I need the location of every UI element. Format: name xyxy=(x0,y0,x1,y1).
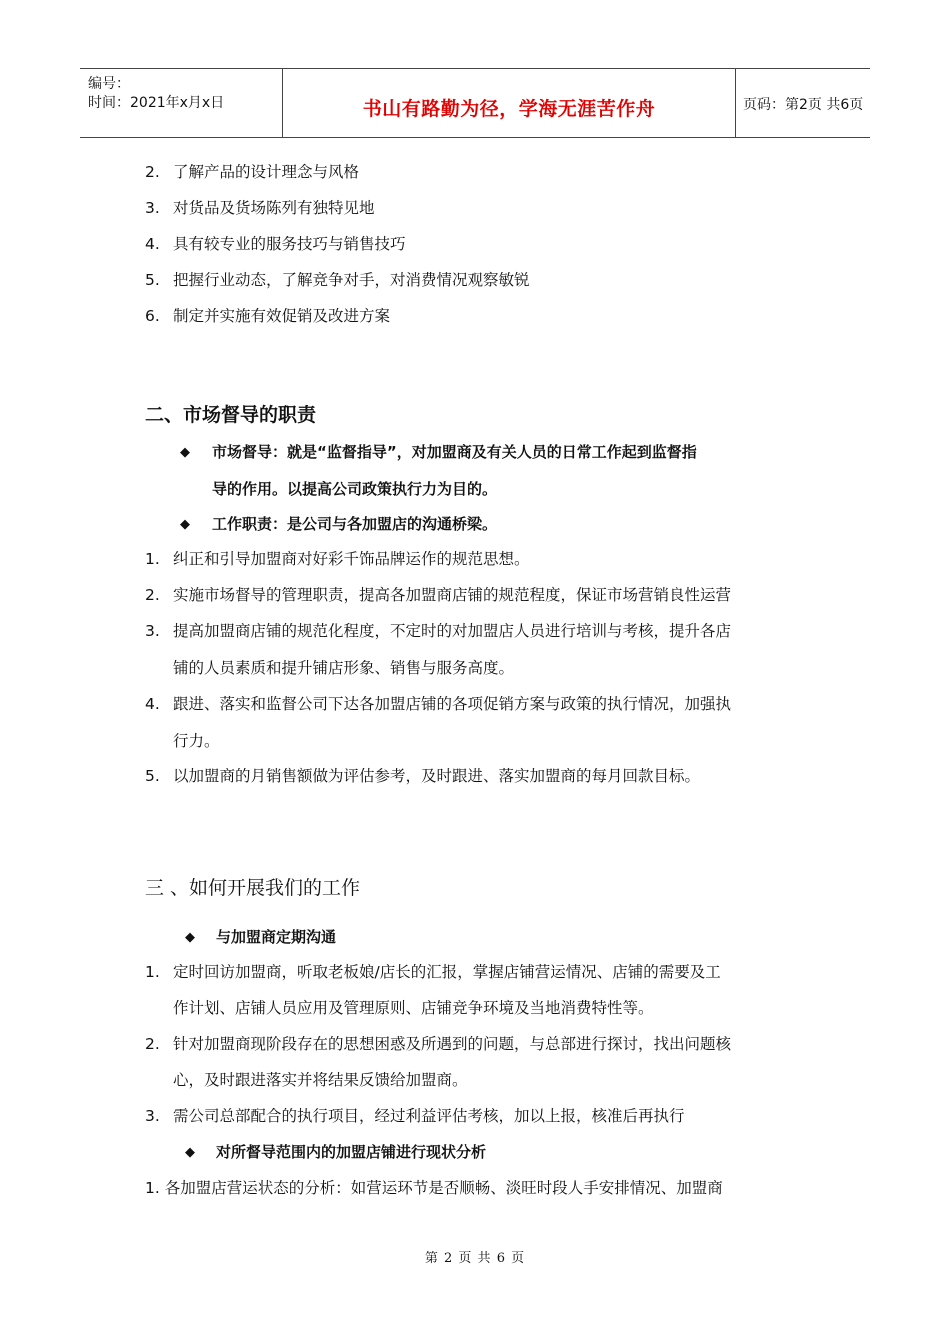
list-item: 针对加盟商现阶段存在的思想困惑及所遇到的问题，与总部进行探讨，找出问题核 xyxy=(173,1035,732,1053)
list-item-continuation: 行力。 xyxy=(173,732,220,750)
serial-number-label: 编号： xyxy=(88,76,130,92)
list-item-number: 2. xyxy=(145,1035,160,1053)
diamond-bullet-icon: ◆ xyxy=(180,445,190,460)
list-item-number: 4. xyxy=(145,235,160,253)
list-item-number: 1. xyxy=(145,550,160,568)
list-item-continuation: 心，及时跟进落实并将结果反馈给加盟商。 xyxy=(173,1071,468,1089)
list-item: 了解产品的设计理念与风格 xyxy=(173,163,360,181)
list-item: 对货品及货场陈列有独特见地 xyxy=(173,199,375,217)
bullet-text: 与加盟商定期沟通 xyxy=(216,928,337,946)
list-item-number: 5. xyxy=(145,271,160,289)
bullet-text: 市场督导：就是“监督指导”，对加盟商及有关人员的日常工作起到监督指 xyxy=(212,443,697,461)
list-item: 实施市场督导的管理职责，提高各加盟商店铺的规范程度，保证市场营销良性运营 xyxy=(173,586,732,604)
list-item-number: 3. xyxy=(145,199,160,217)
list-item-number: 6. xyxy=(145,307,160,325)
bullet-text: 导的作用。以提高公司政策执行力为目的。 xyxy=(212,480,498,498)
page-header xyxy=(80,68,870,138)
list-item-number: 4. xyxy=(145,695,160,713)
list-item: 1. 各加盟店营运状态的分析：如营运环节是否顺畅、淡旺时段人手安排情况、加盟商 xyxy=(145,1179,723,1197)
list-item-continuation: 铺的人员素质和提升铺店形象、销售与服务高度。 xyxy=(173,659,515,677)
section-heading: 二、市场督导的职责 xyxy=(145,404,317,426)
bullet-text: 工作职责：是公司与各加盟店的沟通桥梁。 xyxy=(212,515,498,533)
diamond-bullet-icon: ◆ xyxy=(185,930,195,945)
list-item-number: 1. xyxy=(145,963,160,981)
list-item: 定时回访加盟商，听取老板娘/店长的汇报，掌握店铺营运情况、店铺的需要及工 xyxy=(173,963,721,981)
header-center-cell xyxy=(282,69,736,137)
list-item-number: 3. xyxy=(145,622,160,640)
list-item-number: 2. xyxy=(145,163,160,181)
diamond-bullet-icon: ◆ xyxy=(185,1145,195,1160)
list-item-number: 2. xyxy=(145,586,160,604)
page-footer: 第 2 页 共 6 页 xyxy=(424,1251,526,1266)
header-right-cell xyxy=(735,69,870,137)
list-item: 以加盟商的月销售额做为评估参考，及时跟进、落实加盟商的每月回款目标。 xyxy=(173,767,701,785)
list-item: 纠正和引导加盟商对好彩千饰品牌运作的规范思想。 xyxy=(173,550,530,568)
list-item-number: 5. xyxy=(145,767,160,785)
list-item-number: 3. xyxy=(145,1107,160,1125)
list-item: 制定并实施有效促销及改进方案 xyxy=(173,307,391,325)
bullet-text: 对所督导范围内的加盟店铺进行现状分析 xyxy=(216,1143,487,1161)
date-label: 时间：2021年x月x日 xyxy=(88,95,225,111)
diamond-bullet-icon: ◆ xyxy=(180,517,190,532)
page-number-label: 页码：第2页 共6页 xyxy=(743,97,864,113)
list-item: 把握行业动态，了解竞争对手，对消费情况观察敏锐 xyxy=(173,271,530,289)
list-item: 提高加盟商店铺的规范化程度，不定时的对加盟店人员进行培训与考核，提升各店 xyxy=(173,622,732,640)
header-motto: 书山有路勤为径，学海无涯苦作舟 xyxy=(362,98,656,120)
list-item: 具有较专业的服务技巧与销售技巧 xyxy=(173,235,406,253)
list-item: 跟进、落实和监督公司下达各加盟店铺的各项促销方案与政策的执行情况，加强执 xyxy=(173,695,732,713)
list-item: 需公司总部配合的执行项目，经过利益评估考核，加以上报，核准后再执行 xyxy=(173,1107,685,1125)
list-item-continuation: 作计划、店铺人员应用及管理原则、店铺竞争环境及当地消费特性等。 xyxy=(173,999,654,1017)
section-heading: 三 、如何开展我们的工作 xyxy=(145,877,361,899)
header-left-cell xyxy=(80,69,282,137)
